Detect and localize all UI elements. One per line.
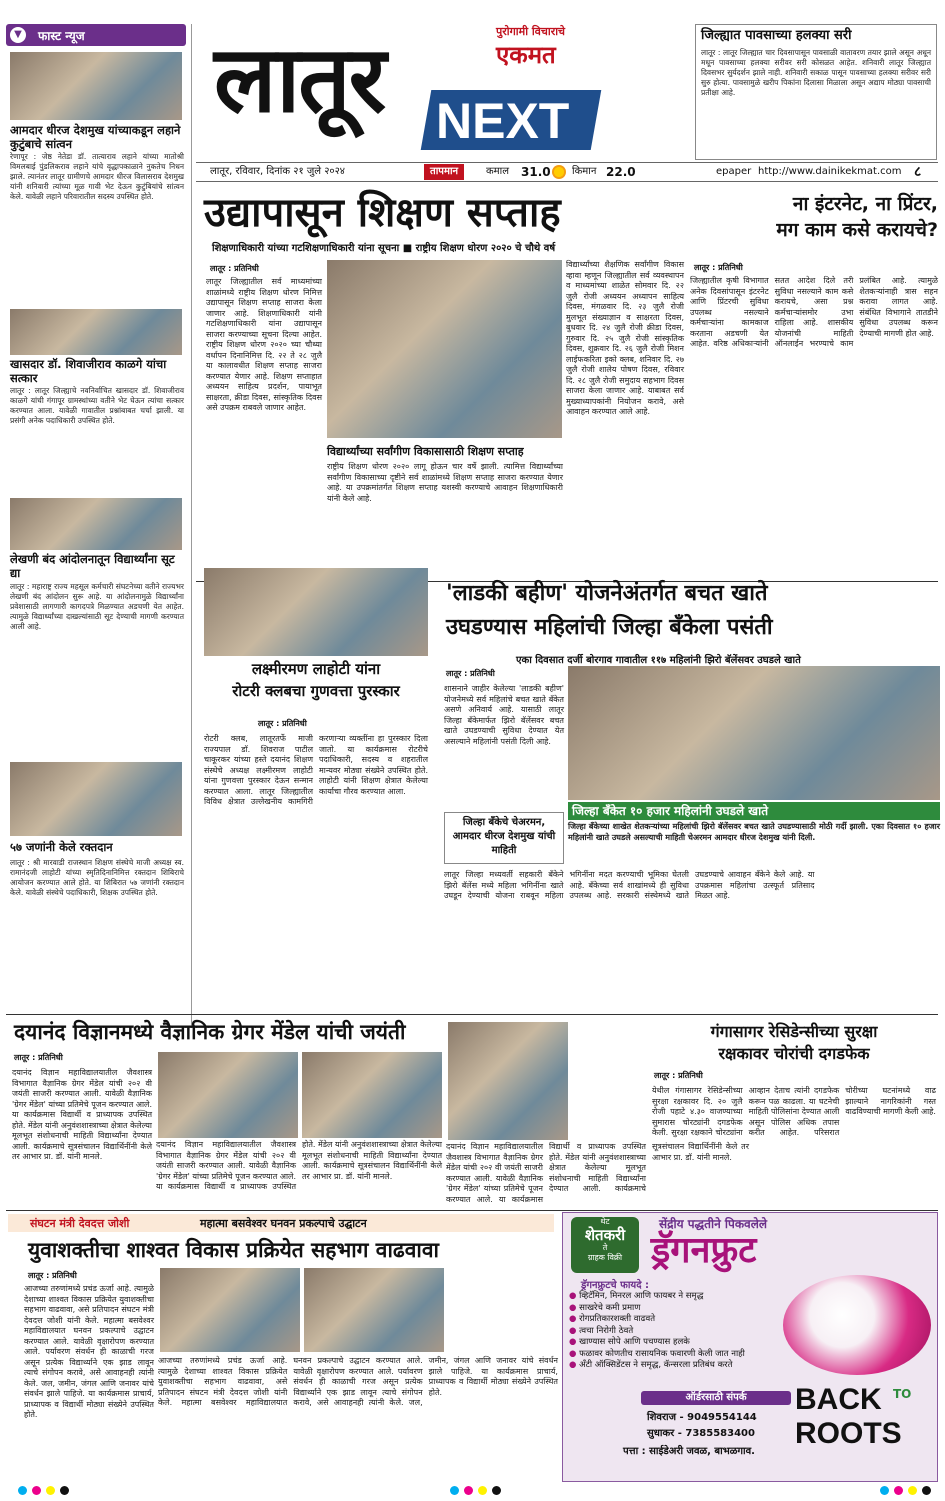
fast-news-title: फास्ट न्यूज [38,29,85,43]
ladki-photo [568,666,940,800]
ad-benefit-item: ● व्हिटॅमिन, मिनरल आणि फायबर ने समृद्ध [569,1291,704,1301]
mendel-body-3: दयानंद विज्ञान महाविद्यालयातील जैवशास्त्र विभागात वैज्ञानिक ग्रेगर मेंडेल यांची २०२ वी जयंती साजरी करण्यात आली. यावेळी वैज्ञानिक 'ग्रेगर मेंडेल' यांच्या प्रतिमेचे पूजन करण्यात आले. या कार्यक्रमास विद्यार्थी व प्राध्यापक उपस्थित होते. मेंडेल यांनी अनुवंशशास्त्राच्या क्षेत्रात केलेल्या मूलभूत संशोधनाची माहिती विद्यार्थ्यांना देण्यात आली. कार्यक्रमाचे सूत्रसंचालन विद्यार्थिनींनी केले तर आभार प्रा. डॉ. यांनी मानले. [446,1142,749,1204]
youth-photo-2 [304,1268,444,1352]
masthead-next: NEXT [436,93,570,149]
ad-benefit-item: ● खाण्यास सोपे आणि पचण्यास हलके [569,1337,690,1347]
ad-tag-3: ते [602,1243,608,1252]
masthead-tagline: पुरोगामी विचाराचे [496,25,566,38]
fast-news-sidebar [6,24,192,1026]
lead-byline: लातूर : प्रतिनिधी [210,264,259,273]
theft-body: येथील गंगासागर रेसिडेन्सीच्या सुरक्षा रक्षकावर दि. २० जुलै रोजी पहाटे ४.३० वाजण्याच्या सुमारास चोरट्यांनी दगडफेक केली. सुरक्षा रक्षकाने चोरट्यांना आव्हान देताच त्यांनी दगडफेक करून पळ काढला. या घटनेची माहिती पोलिसांना देण्यात आली असून पोलिस अधिक तपास करीत आहेत. परिसरात चोरीच्या घटनांमध्ये वाढ झाल्याने नागरिकांनी गस्त वाढविण्याची मागणी केली आहे. [652,1086,936,1137]
sidebar-body-1: रेणापूर : जेष्ठ नेतेडा डॉ. तात्याराव लहाने यांच्या मातोश्री विमलबाई पुंडलिकराव लहाने यांचे वृद्धापकाळाने नुकतेच निधन झाले. त्यानंतर लातूर ग्रामीणचे आमदार धीरज विलासराव देशमुख यांनी शनिवारी त्यांच्या मूळ गावी भेट देऊन कुटुंबियांचे सांत्वन केले. यावेळी लहाने परिवारातील सदस्य उपस्थित होते. [10,152,184,201]
ladki-box-title: जिल्हा बँकेचे चेअरमन, आमदार धीरज देशमुख यांची माहिती [452,817,556,856]
registration-dot [464,1486,473,1495]
weather-box [695,24,937,160]
registration-dot [18,1486,27,1495]
registration-dot [492,1486,501,1495]
ad-benefit-item: ● फळावर कोणतीच रासायनिक फवारणी केली जात नाही [569,1348,745,1359]
side-headline-1: ना इंटरनेट, ना प्रिंटर, [792,193,938,215]
page-number: ८ [914,164,922,180]
award-headline-1: लक्ष्मीरमण लाहोटी यांना [251,660,381,678]
lead-caption: राष्ट्रीय शिक्षण धोरण २०२० लागू होऊन चार वर्षे झाली. त्यामित्त विद्यार्थ्यांच्या सर्वांगीण विकासाच्या दृष्टीने सर्व शाळांमध्ये शिक्षण सप्ताह साजरा करण्यात येणार आहे. या उपक्रमांतर्गत शिक्षण सप्ताह यशस्वी करण्याचे आवाहन शिक्षणाधिकारी यांनी केले आहे. [327,462,563,503]
ad-benefits-title: ड्रॅगनफ्रुटचे फायदे : [581,1280,650,1291]
side-byline: लातूर : प्रतिनिधी [694,263,743,272]
award-body: रोटरी क्लब, लातूरतर्फे माजी राज्यपाल डॉ. शिवराज पाटील चाकूरकर यांच्या हस्ते दयानंद शिक्षण संस्थेचे अध्यक्ष लक्ष्मीरमण लाहोटी यांना गुणवत्ता पुरस्कार देऊन सन्मान करण्यात आला. लातूर जिल्ह्यातील विविध क्षेत्रात उल्लेखनीय कामगिरी करणाऱ्या व्यक्तींना हा पुरस्कार दिला जातो. या कार्यक्रमास रोटरीचे पदाधिकारी, सदस्य व शहरातील मान्यवर मोठ्या संख्येने उपस्थित होते. लाहोटी यांनी शिक्षण क्षेत्रात केलेल्या कार्याचा गौरव करण्यात आला. [204,734,428,806]
ad-benefit-item: ● रोगप्रतिकारशक्ती वाढवते [569,1314,656,1324]
registration-dot [32,1486,41,1495]
lead-subhead: शिक्षणाधिकारी यांच्या गटशिक्षणाधिकारी यांना सूचना ■ राष्ट्रीय शिक्षण धोरण २०२० चे चौथे वर्ष [212,243,556,254]
mendel-photo-2 [302,1052,442,1138]
sidebar-photo-1 [10,52,182,120]
ad-benefit-item: ● अँटी ऑक्सिडेंटस ने समृद्ध, कॅन्सरला प्रतिबंध करते [569,1360,733,1370]
ad-tag-2: शेतकरी [584,1226,626,1244]
divider-lower [6,1210,938,1211]
min-temp-value: 22.0 [606,165,636,179]
sidebar-body-2: लातूर : लातूर जिल्ह्याचे नवनिर्वाचित खासदार डॉ. शिवाजीराव काळगे यांची गंगापूर ग्रामस्थांच्या वतीने भेट घेऊन त्यांचा सत्कार करण्यात आला. यावेळी गावातील प्रश्नांबाबत चर्चा झाली. या प्रसंगी अनेक पदाधिकारी उपस्थित होते. [10,386,184,425]
epaper-url[interactable]: http://www.dainikekmat.com [758,166,902,177]
sun-icon [552,165,566,179]
fast-news-header [6,24,186,46]
logo-back: BACK [795,1383,882,1416]
lead-body-2: विद्यार्थ्यांच्या शैक्षणिक सर्वांगीण विकास व्हावा म्हणून जिल्ह्यातील सर्व व्यवस्थापन व माध्यमांच्या शाळेत सोमवार दि. २२ जुलै रोजी अध्ययन अध्यापन साहित्य दिवस, मंगळवार दि. २३ जुलै रोजी मुलभूत संख्याज्ञान व साक्षरता दिवस, बुधवार दि. २४ जुलै रोजी क्रीडा दिवस, गुरुवार दि. २५ जुलै रोजी सांस्कृतिक दिवस, शुक्रवार दि. २६ जुलै रोजी मिशन लाईफकरिता इको क्लब, शनिवार दि. २७ जुलै रोजी शालेय पोषण दिवस, रविवार दि. २८ जुलै रोजी समुदाय सहभाग दिवस साजरा केला जाणार आहे. याबाबत सर्व मुख्याध्यापकांनी नियोजन करावे, असे आवाहन करण्यात आले आहे. [566,260,684,416]
registration-dot [922,1486,931,1495]
registration-dot [908,1486,917,1495]
youth-body-1: आजच्या तरुणांमध्ये प्रचंड ऊर्जा आहे. त्यामुळे देशाच्या शाश्वत विकास प्रक्रियेत युवाशक्तीचा सहभाग वाढवावा, असे प्रतिपादन संघटन मंत्री देवदत्त जोशी यांनी केले. महात्मा बसवेश्वर महाविद्यालयात घनवन प्रकल्पाचे उद्घाटन करण्यात आले. यावेळी वृक्षारोपण करण्यात आले. पर्यावरण संवर्धन ही काळाची गरज असून प्रत्येक विद्यार्थ्याने एक झाड लावून त्याचे संगोपन करावे, असे आवाहनही त्यांनी केले. जल, जमीन, जंगल आणि जनावर यांचे संवर्धन झाले पाहिजे. या कार्यक्रमास प्राचार्य, प्राध्यापक व विद्यार्थी मोठ्या संख्येने उपस्थित होते. [24,1284,154,1419]
sidebar-photo-3 [10,498,182,550]
award-headline-2: रोटरी क्लबचा गुणवत्ता पुरस्कार [232,682,400,700]
youth-byline: लातूर : प्रतिनिधी [28,1271,77,1280]
ad-address: पत्ता : साईडेअरी जवळ, बाभळगाव. [623,1446,755,1457]
ladki-info-box [444,812,564,864]
bullet-icon: ● [569,1325,580,1336]
max-temp-label: कमाल [486,166,510,177]
mendel-body-2: दयानंद विज्ञान महाविद्यालयातील जैवशास्त्र विभागात वैज्ञानिक ग्रेगर मेंडेल यांची २०२ वी जयंती साजरी करण्यात आली. यावेळी वैज्ञानिक 'ग्रेगर मेंडेल' यांच्या प्रतिमेचे पूजन करण्यात आले. या कार्यक्रमास विद्यार्थी व प्राध्यापक उपस्थित होते. मेंडेल यांनी अनुवंशशास्त्राच्या क्षेत्रात केलेल्या मूलभूत संशोधनाची माहिती विद्यार्थ्यांना देण्यात आली. कार्यक्रमाचे सूत्रसंचालन विद्यार्थिनींनी केले तर आभार प्रा. डॉ. यांनी मानले. [156,1140,443,1191]
dragonfruit-ad[interactable] [562,1212,938,1482]
ad-contact-2[interactable]: सुधाकर - 7385583400 [647,1428,755,1439]
mendel-photo-3 [448,1022,568,1140]
sidebar-photo-2 [10,309,182,355]
ad-title: ड्रॅगनफ्रुट [651,1230,757,1271]
registration-dot [60,1486,69,1495]
bullet-icon: ● [569,1291,580,1301]
weather-body: लातूर : लातूर जिल्ह्यात चार दिवसापासून पावसाळी वातावरण तयार झाले असून अधून मधून पावसाच्या हलक्या सरीवर सरी कोसळत आहेत. शनिवारी लातूर जिल्ह्यात दिवसभर सुर्यदर्शन झाले नाही. शनिवारी सकाळ पासून पावसाच्या हलक्या सरीवर सरी सुरु होत्या. पावसामुळे खरीप पिकांना दिलासा मिळाला असून अद्याप मोठ्या पावसाची प्रतीक्षा आहे. [701,48,931,97]
ladki-body-2: लातूर जिल्हा मध्यवर्ती सहकारी बँकेने झिरो बॅलेंस मध्ये महिला भगिनींना खाते उघडून देण्याची योजना राबवून महिला भगिनींना मदत करण्याची भूमिका घेतली आहे. बँकेच्या सर्व शाखांमध्ये ही सुविधा उपलब्ध आहे. सरकारी संस्थेमध्ये खाते उघडण्याचे आवाहन बँकेने केले आहे. या उपक्रमास महिलांचा उत्स्फूर्त प्रतिसाद मिळत आहे. [444,870,815,900]
ladki-photo-title: जिल्हा बँकेत १० हजार महिलांनी उघडले खाते [572,804,769,818]
youth-body-2: आजच्या तरुणांमध्ये प्रचंड ऊर्जा आहे. त्यामुळे देशाच्या शाश्वत विकास प्रक्रियेत युवाशक्तीचा सहभाग वाढवावा, असे प्रतिपादन संघटन मंत्री देवदत्त जोशी यांनी केले. महात्मा बसवेश्वर महाविद्यालयात घनवन प्रकल्पाचे उद्घाटन करण्यात आले. यावेळी वृक्षारोपण करण्यात आले. पर्यावरण संवर्धन ही काळाची गरज असून प्रत्येक विद्यार्थ्याने एक झाड लावून त्याचे संगोपन करावे, असे आवाहनही त्यांनी केले. जल, जमीन, जंगल आणि जनावर यांचे संवर्धन झाले पाहिजे. या कार्यक्रमास प्राचार्य, प्राध्यापक व विद्यार्थी मोठ्या संख्येने उपस्थित होते. [158,1356,558,1407]
youth-headline: युवाशक्तीचा शाश्वत विकास प्रक्रियेत सहभाग वाढवावा [28,1238,439,1262]
ad-benefits-list [569,1291,769,1372]
ladki-byline: लातूर : प्रतिनिधी [446,669,495,678]
theft-headline-1: गंगासागर रेसिडेन्सीच्या सुरक्षा [710,1022,878,1041]
max-temp-value: 31.0 [521,165,551,179]
sidebar-headline-1: आमदार धीरज देशमुख यांच्याकडून लहाने कुटुंबाचे सांत्वन [10,123,181,151]
youth-kicker-name: संघटन मंत्री देवदत्त जोशी [30,1217,130,1230]
ladki-photo-caption: जिल्हा बँकेच्या शाखेत शेतकऱ्यांच्या महिलांची झिरो बॅलेंसवर बचत खाते उघडण्यासाठी मोठी गर्दी झाली. एका दिवसात १० हजार महिलांनी खाते उघडले असल्याची माहिती चेअरमन आमदार धीरज देशमुख यांनी दिली. [568,822,940,842]
mendel-body: दयानंद विज्ञान महाविद्यालयातील जैवशास्त्र विभागात वैज्ञानिक ग्रेगर मेंडेल यांची २०२ वी जयंती साजरी करण्यात आली. यावेळी वैज्ञानिक 'ग्रेगर मेंडेल' यांच्या प्रतिमेचे पूजन करण्यात आले. या कार्यक्रमास विद्यार्थी व प्राध्यापक उपस्थित होते. मेंडेल यांनी अनुवंशशास्त्राच्या क्षेत्रात केलेल्या मूलभूत संशोधनाची माहिती विद्यार्थ्यांना देण्यात आली. कार्यक्रमाचे सूत्रसंचालन विद्यार्थिनींनी केले तर आभार प्रा. डॉ. यांनी मानले. [12,1068,153,1161]
divider-mid [6,1014,938,1015]
sidebar-headline-3: लेखणी बंद आंदोलनातून विद्यार्थ्यांना सूट द्या [10,552,175,580]
award-byline: लातूर : प्रतिनिधी [258,719,307,728]
ad-benefit-item: ● त्वचा निरोगी ठेवते [569,1325,634,1336]
theft-byline: लातूर : प्रतिनिधी [654,1071,703,1080]
weather-headline: जिल्ह्यात पावसाच्या हलक्या सरी [701,28,852,43]
sidebar-headline-2: खासदार डॉ. शिवाजीराव काळगे यांचा सत्कार [10,357,167,385]
min-temp-label: किमान [572,166,597,177]
ladki-body-1: शासनाने जाहीर केलेल्या 'लाडकी बहीण' योजनेमध्ये सर्व महिलांचे बचत खाते बँकेत असणे अनिवार्य आहे. यासाठी लातूर जिल्हा बँकेमार्फत झिरो बॅलेंसवर बचत खाते उघडण्याची सुविधा देण्यात येत असल्याने महिलांनी पसंती दिली आहे. [444,684,564,746]
registration-dot [46,1486,55,1495]
registration-dot [894,1486,903,1495]
mendel-headline: दयानंद विज्ञानमध्ये वैज्ञानिक ग्रेगर मेंडेल यांची जयंती [14,1020,406,1044]
logo-to: TO [893,1387,912,1401]
ad-contact-title: ऑर्डरसाठी संपर्क [685,1392,747,1403]
award-photo [204,568,428,656]
epaper-label: epaper [716,166,752,177]
sidebar-headline-4: ५७ जणांनी केले रक्तदान [10,840,113,854]
ad-kicker: सेंद्रीय पद्धतीने पिकवलेले [659,1217,768,1231]
ad-tag-1: थेट [600,1217,610,1226]
bullet-icon: ● [569,1302,580,1313]
lead-photo [327,260,562,438]
lead-headline: उद्यापासून शिक्षण सप्ताह [204,190,561,236]
lead-caption-title: विद्यार्थ्यांच्या सर्वांगीण विकासासाठी शिक्षण सप्ताह [327,445,524,458]
lead-body-1: लातूर जिल्ह्यातील सर्व माध्यमांच्या शाळांमध्ये राष्ट्रीय शिक्षण धोरण निमित्त उद्यापासून शिक्षण सप्ताह साजरा केला जाणार आहे. शिक्षणाधिकारी यांनी गटशिक्षणाधिकारी यांना उद्यापासून साजरा करण्याच्या सूचना दिल्या आहेत. राष्ट्रीय शिक्षण धोरण २०२० च्या चौथ्या वर्धापन दिनानिमित्त दि. २२ ते २८ जुलै या कालावधीत शिक्षण सप्ताह साजरा करण्यात येणार आहे. शिक्षण सप्ताहात अध्ययन साहित्य प्रदर्शन, पायाभूत साक्षरता, क्रीडा दिवस, सांस्कृतिक दिवस असे उपक्रम राबवले जाणार आहेत. [206,277,322,412]
ad-benefit-item: ● साखरेचे कमी प्रमाण [569,1302,641,1313]
masthead [196,22,686,160]
mendel-photo-1 [158,1052,298,1138]
ladki-subhead: एका दिवसात दर्जी बोरगाव गावातील ११७ महिलांनी झिरो बॅलेंसवर उघडले खाते [516,655,801,666]
theft-headline-2: रक्षकावर चोरांची दगडफेक [718,1044,870,1063]
registration-dot [450,1486,459,1495]
masthead-brand: एकमत [496,41,556,69]
registration-dot [880,1486,889,1495]
bullet-icon: ● [569,1360,580,1370]
bullet-icon: ● [569,1314,580,1324]
dragonfruit-image [783,1275,931,1375]
side-headline-2: मग काम कसे करायचे? [776,219,938,241]
sidebar-body-3: लातूर : महाराष्ट्र राज्य महसूल कर्मचारी संघटनेच्या वतीने राज्यभर लेखणी बंद आंदोलन सुरू आहे. या आंदोलनामुळे विद्यार्थ्यांना प्रवेशासाठी लागणारी कागदपत्रे मिळण्यात अडचणी येत आहेत. त्यामुळे विद्यार्थ्यांच्या दाखल्यांसाठी सूट देण्याची मागणी करण्यात आली आहे. [10,582,184,631]
chevron-down-icon: ▼ [10,27,26,43]
bullet-icon: ● [569,1348,580,1359]
ad-tag-badge [571,1217,639,1273]
temp-label: तापमान [424,164,464,180]
logo-roots: ROOTS [795,1417,902,1450]
ladki-headline-2: उघडण्यास महिलांची जिल्हा बँकेला पसंती [446,615,773,640]
bullet-icon: ● [569,1337,580,1347]
registration-dot [478,1486,487,1495]
mendel-byline: लातूर : प्रतिनिधी [14,1053,63,1062]
back-to-roots-logo [795,1381,931,1477]
ad-contact-1[interactable]: शिवराज - 9049554144 [647,1412,757,1423]
masthead-title: लातूर [214,26,385,133]
youth-photo-1 [160,1268,300,1352]
side-body: जिल्ह्यातील कृषी विभागात अनेक दिवसांपासून इंटरनेट आणि प्रिंटरची सुविधा उपलब्ध नसल्याने कर्मचाऱ्यांना कामकाज करताना अडचणी येत आहेत. वरिष्ठ अधिकाऱ्यांनी सतत आदेश दिले तरी सुविधा नसल्याने काम कसे करायचे, असा प्रश्न कर्मचाऱ्यांसमोर उभा राहिला आहे. शासकीय योजनांची माहिती ऑनलाईन भरण्याचे काम प्रलंबित आहे. त्यामुळे शेतकऱ्यांनाही त्रास सहन करावा लागत आहे. संबंधित विभागाने तातडीने सुविधा उपलब्ध करून देण्याची मागणी होत आहे. [690,276,938,348]
ad-tag-4: ग्राहक विक्री [587,1253,623,1262]
sidebar-body-4: लातूर : श्री मारवाडी राजस्थान शिक्षण संस्थेचे माजी अध्यक्ष स्व. रामानंदजी लाहोटी यांच्या स्मृतिदिनानिमित्त रक्तदान शिबिराचे आयोजन करण्यात आले होते. या शिबिरात ५७ जणांनी रक्तदान केले. यावेळी संस्थेचे पदाधिकारी, शिक्षक उपस्थित होते. [10,858,184,897]
sidebar-photo-4 [10,762,182,836]
ladki-headline-1: 'लाडकी बहीण' योजनेअंतर्गत बचत खाते [446,581,768,606]
youth-kicker: महात्मा बसवेश्वर घनवन प्रकल्पाचे उद्घाटन [200,1217,367,1230]
dateline [196,162,938,182]
date-text: लातूर, रविवार, दिनांक २१ जुले २०२४ [210,166,346,177]
